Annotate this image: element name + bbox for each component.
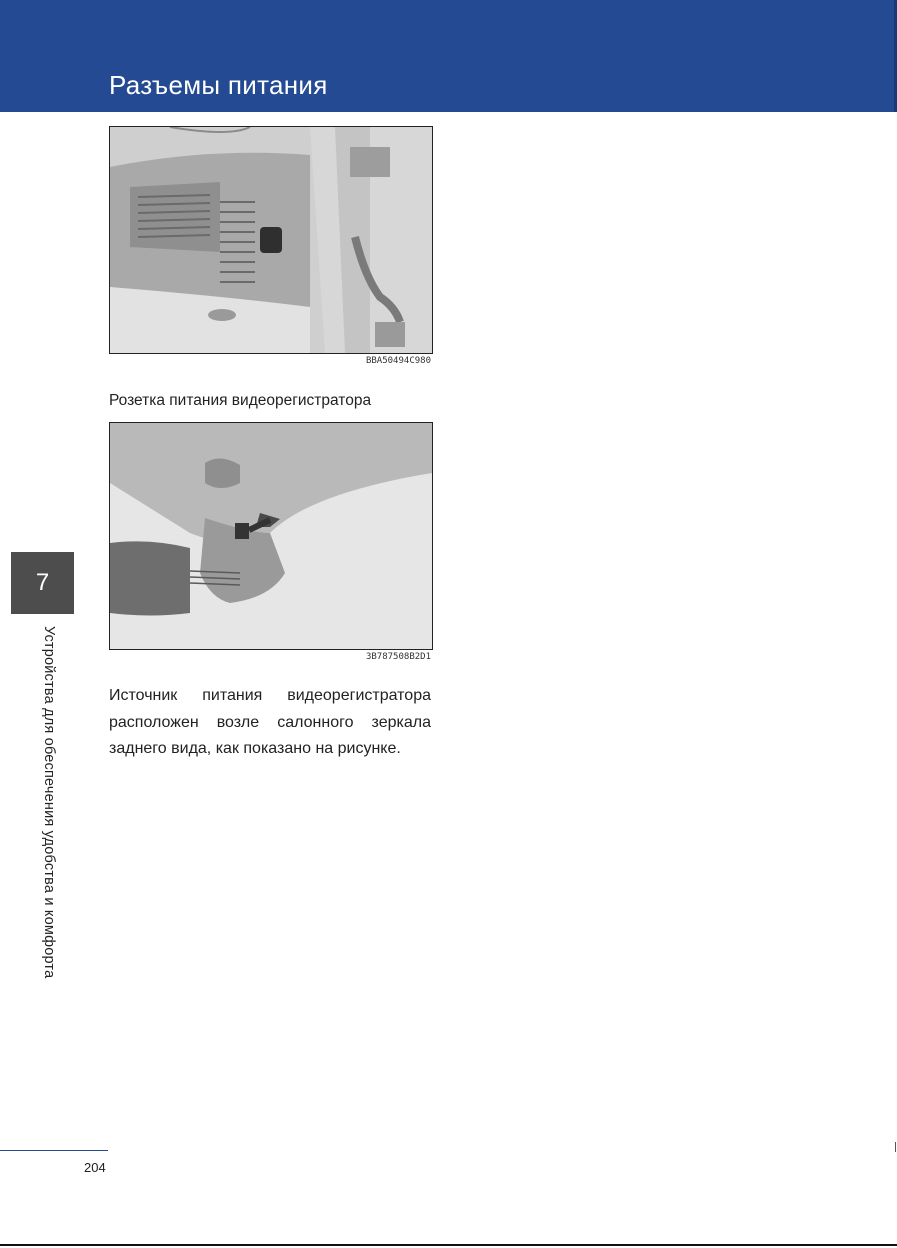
header-banner	[0, 0, 897, 112]
page-number: 204	[84, 1160, 106, 1175]
rearview-mirror-photo	[109, 422, 433, 650]
figure-2-code: 3B787508B2D1	[365, 652, 431, 662]
footer-divider	[0, 1150, 108, 1151]
crop-mark	[895, 1142, 896, 1152]
body-paragraph: Источник питания видеорегистратора расположен возле салонного зеркала заднего вида, как показано на рисунке.	[109, 687, 431, 757]
rearview-mirror-illustration	[110, 423, 432, 649]
chapter-number-tab: 7	[11, 552, 74, 614]
page-title: Разъемы питания	[109, 70, 328, 100]
figure-caption: Розетка питания видеорегистратора	[109, 392, 372, 409]
bottom-rule	[0, 1244, 897, 1246]
trunk-interior-photo	[109, 126, 433, 354]
trunk-interior-illustration	[110, 127, 432, 353]
figure-1-code: BBA50494C980	[365, 356, 431, 366]
chapter-title-vertical: Устройства для обеспечения удобства и комфорта	[41, 626, 57, 979]
